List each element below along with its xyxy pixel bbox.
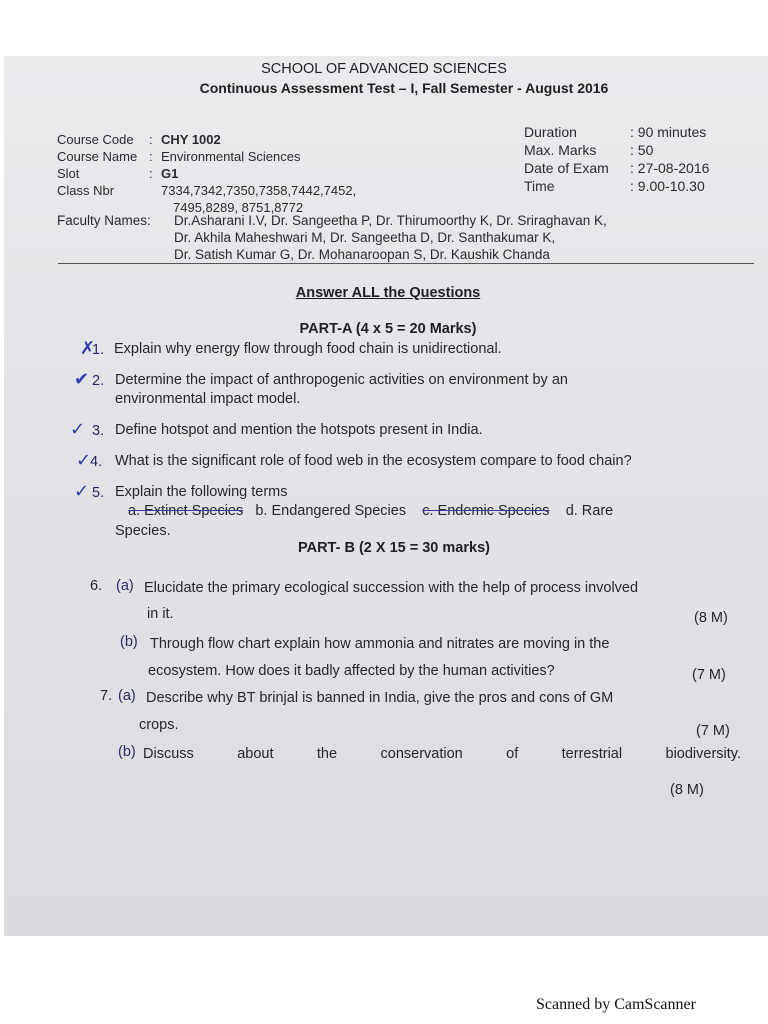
exam-date-value: 27-08-2016 (637, 160, 710, 176)
course-name-label: Course Name (57, 149, 138, 164)
check-mark-icon: ✔ (74, 369, 90, 390)
q7b-word: Discuss (143, 746, 194, 762)
term-a: a. Extinct Species (128, 503, 244, 519)
scanner-watermark: Scanned by CamScanner (536, 996, 696, 1013)
q7b-label: (b) (118, 744, 136, 760)
class-nbr-line1: 7334,7342,7350,7358,7442,7452, (161, 183, 357, 198)
question-7b (143, 744, 741, 764)
question-6b-line-1: Through flow chart explain how ammonia and nitrates are moving in the (150, 636, 610, 652)
check-mark-icon: ✓ (76, 450, 92, 471)
slot-value: G1 (161, 166, 179, 181)
exam-meta: Duration : 90 minutes Max. Marks : 50 Date of Exam : 27-08-2016 Time : 9.00-10.30 (524, 124, 710, 194)
question-4: What is the significant role of food web in the ecosystem compare to food chain? (115, 453, 632, 469)
q7a-marks: (7 M) (696, 723, 730, 739)
term-b: b. Endangered Species (255, 503, 407, 519)
q7b-word: biodiversity. (665, 746, 741, 762)
q7a-label: (a) (118, 688, 136, 704)
term-c: c. Endemic Species (422, 503, 550, 519)
check-mark-icon: ✓ (70, 419, 86, 440)
q6b-marks: (7 M) (692, 667, 726, 683)
question-5: Explain the following terms (115, 484, 288, 500)
question-2 (115, 371, 568, 409)
faculty-line-2: Dr. Akhila Maheshwari M, Dr. Sangeetha D, Dr. Santhakumar K, (174, 230, 556, 245)
question-2-line-1: Determine the impact of anthropogenic activities on environment by an (115, 372, 568, 388)
part-b-title: PART- B (2 X 15 = 30 marks) (298, 540, 490, 556)
q5-number: 5. (92, 485, 105, 501)
question-3: Define hotspot and mention the hotspots present in India. (115, 422, 483, 438)
q3-number: 3. (92, 423, 105, 439)
term-d-continued: Species. (115, 523, 171, 539)
question-5-terms (128, 502, 613, 521)
q7b-word: the (316, 746, 338, 762)
course-meta: Course Code : CHY 1002 Course Name : Environmental Sciences Slot : G1 Class Nbr 7334,7342,7350,7358,7442,7452, 7495,8289, 8751,8772 (57, 132, 357, 215)
course-code: CHY 1002 (161, 132, 221, 147)
faculty-line-1: Dr.Asharani I.V, Dr. Sangeetha P, Dr. Thirumoorthy K, Dr. Sriraghavan K, (174, 213, 607, 228)
question-7a-line-1: Describe why BT brinjal is banned in India, give the pros and cons of GM (146, 690, 614, 706)
test-title: Continuous Assessment Test – I, Fall Semester - August 2016 (199, 80, 609, 96)
q7b-word: terrestrial (561, 746, 623, 762)
school-title: SCHOOL OF ADVANCED SCIENCES (261, 61, 507, 77)
check-mark-icon: ✓ (74, 481, 90, 502)
slot-label: Slot (57, 166, 80, 181)
header-divider (58, 263, 754, 264)
term-d: d. Rare (565, 503, 614, 519)
q7-number: 7. (100, 688, 113, 704)
course-name: Environmental Sciences (161, 149, 301, 164)
question-7a-line-2: crops. (139, 717, 179, 733)
faculty-line-3: Dr. Satish Kumar G, Dr. Mohanaroopan S, Dr. Kaushik Chanda (174, 247, 550, 262)
instruction: Answer ALL the Questions (295, 285, 481, 301)
q6b-label: (b) (120, 634, 138, 650)
q1-number: 1. (92, 342, 105, 358)
q7b-word: conservation (380, 746, 463, 762)
course-code-label: Course Code (57, 132, 134, 147)
time-label: Time (524, 178, 555, 194)
part-a-title: PART-A (4 x 5 = 20 Marks) (299, 321, 477, 337)
q7b-marks: (8 M) (670, 782, 704, 798)
class-nbr-label: Class Nbr (57, 183, 115, 198)
duration-label: Duration (524, 124, 577, 140)
question-6b-line-2: ecosystem. How does it badly affected by the human activities? (148, 663, 555, 679)
check-mark-icon: ✗ (80, 338, 96, 359)
max-marks-value: 50 (637, 142, 654, 158)
faculty-label: Faculty Names: (57, 213, 151, 228)
q6-number: 6. (90, 578, 103, 594)
q7b-word: of (506, 746, 519, 762)
duration-value: 90 minutes (637, 124, 707, 140)
time-value: 9.00-10.30 (637, 178, 705, 194)
q6a-marks: (8 M) (694, 610, 728, 626)
faculty-names (174, 212, 607, 263)
max-marks-label: Max. Marks (524, 142, 597, 158)
exam-date-label: Date of Exam (524, 160, 609, 176)
class-nbr-line2: 7495,8289, 8751,8772 (173, 200, 304, 215)
question-6a-line-1: Elucidate the primary ecological succession with the help of process involved (144, 580, 639, 596)
question-6a-line-2: in it. (147, 606, 174, 622)
q6a-label: (a) (116, 578, 134, 594)
q7b-word: about (237, 746, 274, 762)
question-1: Explain why energy flow through food chain is unidirectional. (114, 341, 502, 357)
q4-number: 4. (90, 454, 103, 470)
q2-number: 2. (92, 373, 105, 389)
question-2-line-2: environmental impact model. (115, 391, 301, 407)
